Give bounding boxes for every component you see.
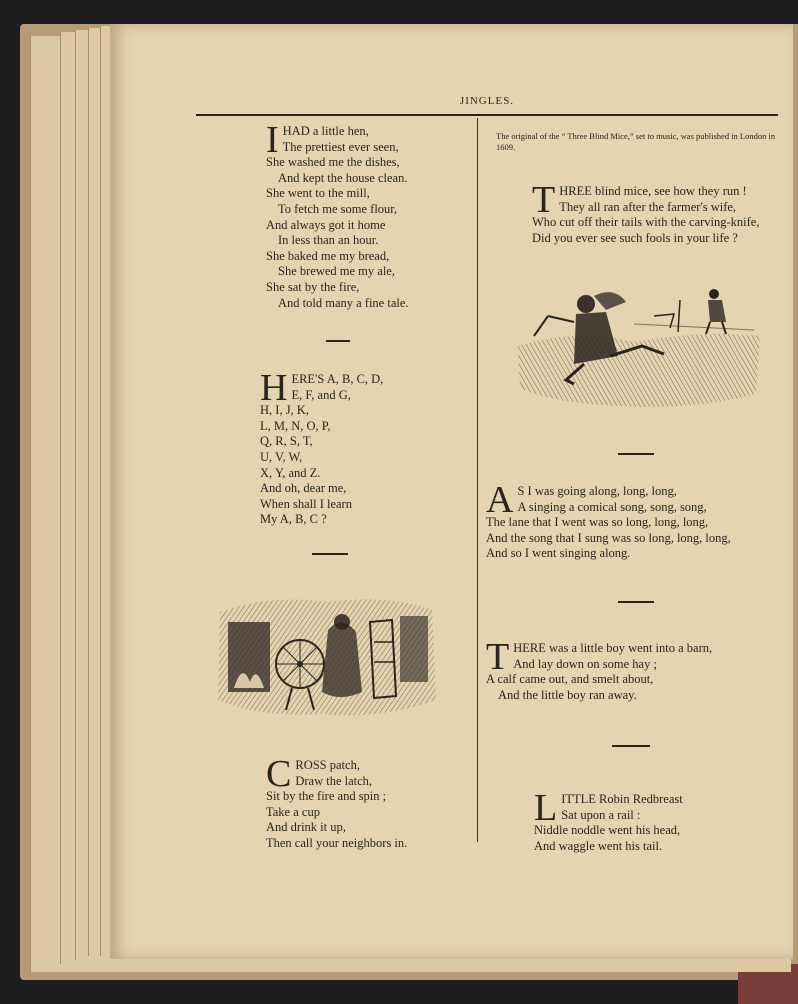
poem-line: To fetch me some flour, xyxy=(278,201,398,216)
poem-line: HERE was a little boy went into a barn, xyxy=(513,641,713,655)
dropcap: C xyxy=(266,753,292,795)
footnote: The original of the “ Three Blind Mice,” set to music, was published in London in 1609. xyxy=(496,131,776,152)
poem-line: U, V, W, xyxy=(260,449,303,464)
poem-line: Then call your neighbors in. xyxy=(266,835,408,850)
dropcap: A xyxy=(486,479,514,521)
dropcap: H xyxy=(260,367,288,409)
poem-line: And the song that I sung was so long, long, long, xyxy=(486,530,731,545)
poem-little-hen xyxy=(266,119,466,311)
poem-robin-redbreast xyxy=(534,787,784,854)
section-separator xyxy=(618,601,654,603)
poem-line: ERE'S A, B, C, D, xyxy=(291,372,384,386)
poem-line: And kept the house clean. xyxy=(278,170,408,185)
poem-line: She went to the mill, xyxy=(266,186,370,201)
poem-line: Draw the latch, xyxy=(295,773,373,788)
poem-line: And always got it home xyxy=(266,217,386,232)
spinning-wheel-illustration xyxy=(210,592,440,720)
section-separator xyxy=(612,745,650,747)
poem-cross-patch xyxy=(266,753,466,852)
poem-line: X, Y, and Z. xyxy=(260,465,321,480)
poem-line: ROSS patch, xyxy=(295,758,360,772)
poem-little-boy-barn xyxy=(486,636,786,703)
poem-line: L, M, N, O, P, xyxy=(260,418,331,433)
header-rule xyxy=(196,114,778,116)
poem-line: And lay down on some hay ; xyxy=(513,656,657,671)
poem-line: My A, B, C ? xyxy=(260,512,327,527)
dropcap: L xyxy=(534,787,558,829)
poem-line: E, F, and G, xyxy=(291,387,351,402)
poem-line: H, I, J, K, xyxy=(260,403,309,418)
section-separator xyxy=(618,453,654,455)
poem-line: She washed me the dishes, xyxy=(266,155,400,170)
poem-line: She sat by the fire, xyxy=(266,279,360,294)
poem-line: A calf came out, and smelt about, xyxy=(486,672,654,687)
poem-singing-along xyxy=(486,479,786,562)
poem-line: Sit by the fire and spin ; xyxy=(266,789,387,804)
poem-line: A singing a comical song, song, song, xyxy=(517,499,707,514)
dropcap: T xyxy=(486,636,510,678)
dropcap: T xyxy=(532,179,556,221)
poem-line: Niddle noddle went his head, xyxy=(534,823,681,838)
poem-line: The prettiest ever seen, xyxy=(282,139,399,154)
column-divider xyxy=(477,118,478,842)
poem-line: She baked me my bread, xyxy=(266,248,390,263)
poem-line: And told many a fine tale. xyxy=(278,295,409,310)
poem-line: Take a cup xyxy=(266,804,320,819)
poem-three-blind-mice xyxy=(532,179,790,246)
poem-line: And the little boy ran away. xyxy=(498,687,637,702)
poem-line: She brewed me my ale, xyxy=(278,264,395,279)
poem-line: Q, R, S, T, xyxy=(260,434,313,449)
poem-line: And so I went singing along. xyxy=(486,546,631,561)
poem-line: HREE blind mice, see how they run ! xyxy=(559,184,747,198)
poem-line: ITTLE Robin Redbreast xyxy=(561,792,683,806)
poem-line: They all ran after the farmer's wife, xyxy=(559,199,737,214)
poem-line: And waggle went his tail. xyxy=(534,838,663,853)
poem-line: HAD a little hen, xyxy=(282,124,369,138)
farmers-wife-illustration xyxy=(514,276,764,416)
poem-line: Who cut off their tails with the carving-knife, xyxy=(532,215,760,230)
poem-line: S I was going along, long, long, xyxy=(517,484,677,498)
section-separator xyxy=(312,553,348,555)
section-separator xyxy=(326,340,350,342)
poem-line: When shall I learn xyxy=(260,496,352,511)
page-header: JINGLES. xyxy=(459,95,515,107)
poem-line: In less than an hour. xyxy=(278,233,379,248)
dropcap: I xyxy=(266,119,279,161)
poem-line: Sat upon a rail : xyxy=(561,807,641,822)
poem-line: The lane that I went was so long, long, long, xyxy=(486,515,709,530)
poem-line: Did you ever see such fools in your life ? xyxy=(532,230,738,245)
poem-line: And oh, dear me, xyxy=(260,481,347,496)
poem-line: And drink it up, xyxy=(266,820,346,835)
poem-abc xyxy=(260,367,460,528)
